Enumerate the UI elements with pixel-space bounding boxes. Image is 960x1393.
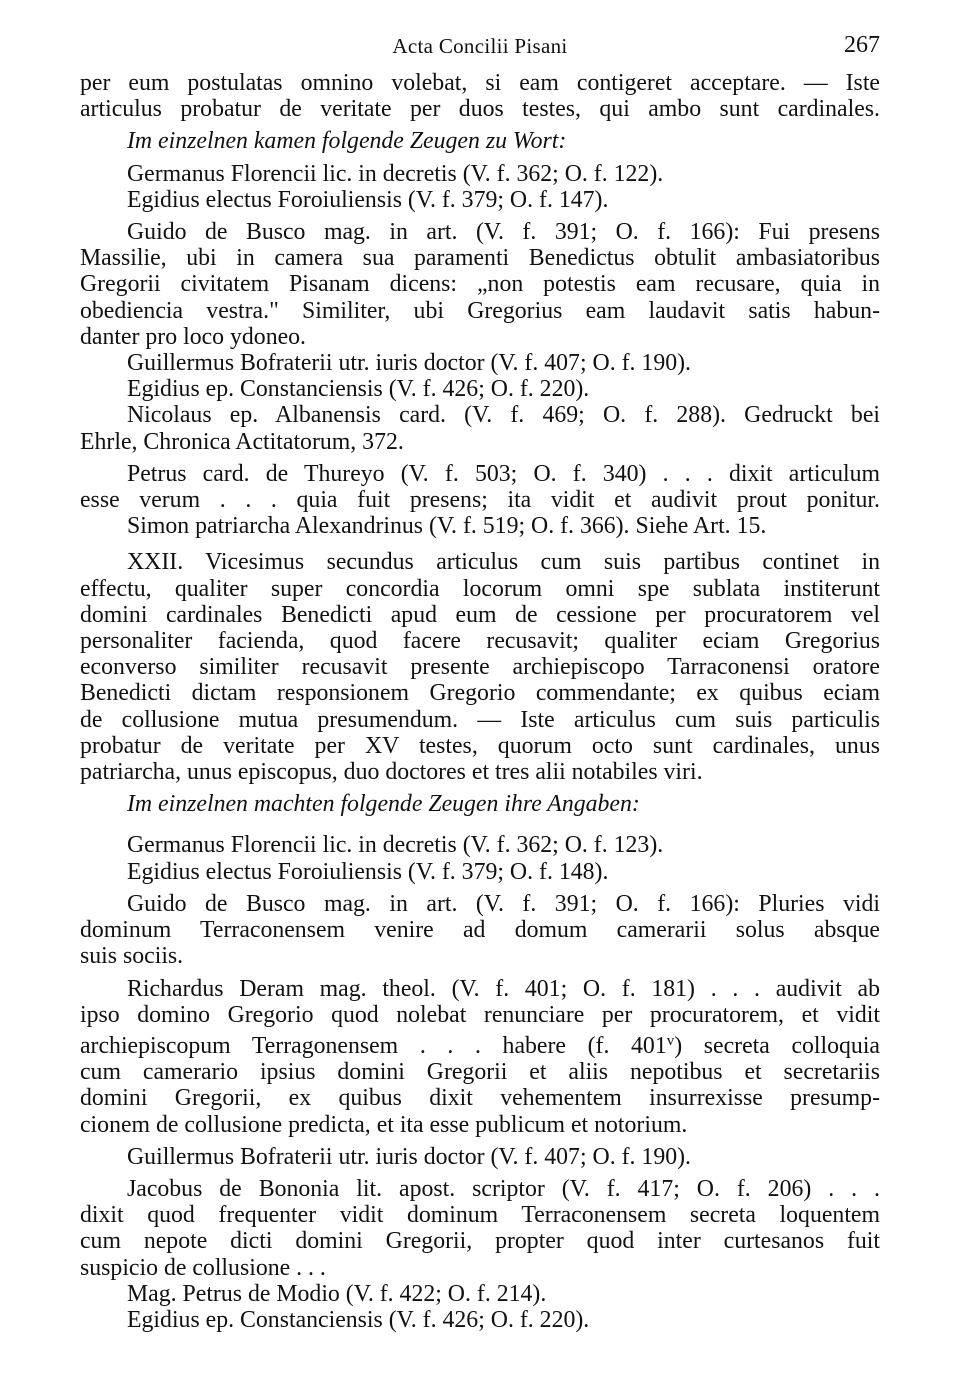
witness-entry: Mag. Petrus de Modio (V. f. 422; O. f. 214). — [127, 1280, 547, 1307]
text-line: Benedicti dictam responsionem Gregorio commendante; ex quibus eciam — [80, 680, 880, 707]
witness-entry: Guido de Busco mag. in art. (V. f. 391; O. f. 166): Pluries vidi — [127, 890, 880, 917]
text-segment: ) secreta colloquia — [674, 1032, 880, 1059]
witness-entry: Guido de Busco mag. in art. (V. f. 391; O. f. 166): Fui presens — [127, 219, 880, 246]
section-intro: Im einzelnen kamen folgende Zeugen zu Wort: — [127, 128, 567, 155]
text-line: Gregorii civitatem Pisanam dicens: „non potestis eam recusare, quia in — [80, 271, 880, 298]
text-line: probatur de veritate per XV testes, quorum octo sunt cardinales, unus — [80, 732, 880, 759]
text-line: effectu, qualiter super concordia locorum omni spe sublata institerunt — [80, 575, 880, 602]
text-line-with-superscript — [80, 1028, 880, 1059]
body-text — [80, 70, 880, 1333]
text-line: suspicio de collusione . . . — [80, 1254, 326, 1281]
text-line: cionem de collusione predicta, et ita esse publicum et notorium. — [80, 1111, 688, 1138]
text-line: de collusione mutua presumendum. — Iste articulus cum suis particulis — [80, 706, 880, 733]
text-line: suis sociis. — [80, 943, 184, 970]
text-line: personaliter facienda, quod facere recusavit; qualiter eciam Gregorius — [80, 628, 880, 655]
page-header — [80, 30, 880, 70]
text-segment: archiepiscopum Terragonensem . . . habere (f. 401 — [80, 1032, 667, 1059]
text-line: per eum postulatas omnino volebat, si eam contigeret acceptare. — Iste — [80, 70, 880, 96]
witness-entry: Germanus Florencii lic. in decretis (V. f. 362; O. f. 123). — [127, 832, 664, 859]
witness-entry: Jacobus de Bononia lit. apost. scriptor (V. f. 417; O. f. 206) . . . — [127, 1175, 880, 1202]
witness-entry: Guillermus Bofraterii utr. iuris doctor (V. f. 407; O. f. 190). — [127, 350, 691, 377]
witness-entry: Egidius ep. Constanciensis (V. f. 426; O. f. 220). — [127, 1306, 590, 1333]
witness-entry: Germanus Florencii lic. in decretis (V. f. 362; O. f. 122). — [127, 160, 664, 187]
text-line: patriarcha, unus episcopus, duo doctores et tres alii notabiles viri. — [80, 759, 703, 786]
text-line: domini cardinales Benedicti apud eum de cessione per procuratorem vel — [80, 601, 880, 628]
running-title: Acta Concilii Pisani — [392, 34, 568, 58]
text-line: cum camerario ipsius domini Gregorii et aliis nepotibus et secretariis — [80, 1059, 880, 1086]
text-line: domini Gregorii, ex quibus dixit vehementem insurrexisse presump- — [80, 1085, 880, 1112]
witness-entry: Egidius electus Foroiuliensis (V. f. 379; O. f. 147). — [127, 186, 609, 213]
text-line: Massilie, ubi in camera sua paramenti Benedictus obtulit ambasiatoribus — [80, 245, 880, 272]
text-line: ipso domino Gregorio quod nolebat renunciare per procuratorem, et vidit — [80, 1001, 880, 1028]
witness-entry: Nicolaus ep. Albanensis card. (V. f. 469; O. f. 288). Gedruckt bei — [127, 402, 880, 429]
text-line: cum nepote dicti domini Gregorii, propter quod inter curtesanos fuit — [80, 1228, 880, 1255]
witness-entry: Egidius ep. Constanciensis (V. f. 426; O. f. 220). — [127, 376, 590, 403]
superscript-verso: v — [666, 1032, 675, 1049]
text-line: articulus probatur de veritate per duos testes, qui ambo sunt cardinales. — [80, 96, 880, 123]
page-number: 267 — [844, 32, 880, 58]
witness-entry: Richardus Deram mag. theol. (V. f. 401; O. f. 181) . . . audivit ab — [127, 975, 880, 1002]
witness-entry: Egidius electus Foroiuliensis (V. f. 379; O. f. 148). — [127, 858, 609, 885]
text-line: esse verum . . . quia fuit presens; ita vidit et audivit prout ponitur. — [80, 487, 880, 514]
text-line: econverso similiter recusavit presente archiepiscopo Tarraconensi oratore — [80, 654, 880, 681]
document-page — [80, 30, 880, 1333]
text-line: obediencia vestra." Similiter, ubi Gregorius eam laudavit satis habun- — [80, 297, 880, 324]
text-line: danter pro loco ydoneo. — [80, 323, 307, 350]
witness-entry: Petrus card. de Thureyo (V. f. 503; O. f. 340) . . . dixit articulum — [127, 460, 880, 487]
witness-entry: Guillermus Bofraterii utr. iuris doctor (V. f. 407; O. f. 190). — [127, 1143, 691, 1170]
article-heading-line: XXII. Vicesimus secundus articulus cum suis partibus continet in — [127, 549, 880, 576]
witness-entry: Simon patriarcha Alexandrinus (V. f. 519; O. f. 366). Siehe Art. 15. — [127, 513, 767, 540]
text-line: dominum Terraconensem venire ad domum camerarii solus absque — [80, 917, 880, 944]
text-line: dixit quod frequenter vidit dominum Terraconensem secreta loquentem — [80, 1202, 880, 1229]
section-intro: Im einzelnen machten folgende Zeugen ihre Angaben: — [127, 791, 640, 818]
text-line: Ehrle, Chronica Actitatorum, 372. — [80, 428, 404, 455]
